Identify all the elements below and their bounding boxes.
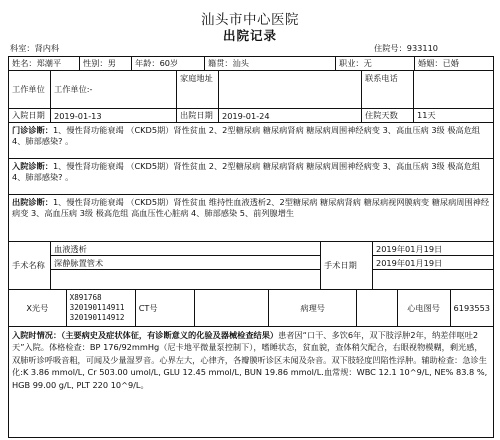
surgery-name-3 (51, 270, 320, 284)
xray-number-1: X891768 (69, 293, 102, 302)
pathology-value (357, 290, 397, 326)
document-title: 出院记录 (222, 28, 277, 43)
admission-diagnosis-text: 1、慢性肾功能衰竭 （CKD5期）肾性贫血 2、2型糖尿病 糖尿病肾病 糖尿病周围神经病变 3、高血压病 3级 极高危组 4、肺部感染? 。 (12, 161, 481, 183)
patient-occupation: 职业：无 (336, 57, 415, 70)
stay-days-value: 11天 (417, 110, 436, 120)
patient-age: 年龄：60岁 (132, 57, 205, 70)
patient-name: 姓名：郑潮平 (9, 57, 80, 70)
stay-days-label: 住院天数 (362, 109, 414, 122)
patient-marriage: 婚姻：已婚 (418, 58, 459, 68)
discharge-date-value: 2019-01-24 (219, 109, 362, 122)
discharge-diagnosis-row (9, 195, 493, 242)
ct-label: CT号 (136, 290, 196, 326)
phone-label: 联系电话 (362, 71, 414, 108)
phone-value (414, 71, 493, 108)
discharge-diagnosis (9, 195, 493, 241)
dates-row (9, 109, 493, 123)
xray-number-3: 320190114912 (69, 313, 125, 322)
outpatient-diagnosis (9, 123, 493, 158)
outpatient-diagnosis-row (9, 123, 493, 159)
home-address-value (219, 71, 362, 108)
admission-diagnosis (9, 159, 493, 194)
work-unit-label: 工作单位 (9, 71, 51, 108)
admit-date-value: 2019-01-13 (51, 109, 177, 122)
pathology-label: 病理号 (269, 290, 357, 326)
surgery-row (9, 242, 493, 290)
discharge-diagnosis-text: 1、慢性肾功能衰竭 （CKD5期）肾性贫血 维持性血液透析2、2型糖尿病 糖尿病肾病 糖尿病视网膜病变 糖尿病周围神经病变 3、高血压病 3级 极高危组 高血压性心脏病 4、肺部感染 5、前列腺增生 (12, 197, 490, 219)
admission-diagnosis-label: 入院诊断： (12, 161, 53, 171)
admission-diagnosis-row (9, 159, 493, 195)
surgery-name-2: 深静脉置管术 (51, 256, 320, 270)
surgery-date-3 (373, 270, 493, 284)
patient-gender: 性别：男 (80, 57, 132, 70)
admission-condition-label: 入院时情况： (12, 330, 62, 340)
admission-condition (9, 327, 493, 437)
surgery-name-1: 血液透析 (51, 242, 320, 256)
ct-value (195, 290, 269, 326)
outpatient-diagnosis-label: 门诊诊断： (12, 125, 53, 135)
admission-condition-intro: （主要病史及症状体征，有诊断意义的化验及器械检查结果） (61, 330, 279, 340)
outpatient-diagnosis-text: 1、慢性肾功能衰竭 （CKD5期）肾性贫血 2、2型糖尿病 糖尿病肾病 糖尿病周围神经病变 3、高血压病 3级 极高危组 4、肺部感染? 。 (12, 125, 481, 147)
ecg-value: 6193553 (453, 303, 491, 313)
surgery-date-1: 2019年01月19日 (373, 242, 493, 256)
ecg-label: 心电图号 (398, 290, 451, 326)
patient-native-place: 籍贯：汕头 (205, 57, 336, 70)
hospital-name: 汕头市中心医院 (201, 12, 299, 28)
discharge-diagnosis-label: 出院诊断： (12, 197, 53, 207)
surgery-name-label: 手术名称 (9, 242, 51, 289)
home-address-label: 家庭地址 (177, 71, 219, 108)
surgery-dates (373, 242, 493, 289)
xray-number-2: 320190114911 (69, 303, 125, 312)
xray-numbers (67, 290, 136, 326)
admission-condition-row (9, 327, 493, 437)
surgery-date-2: 2019年01月19日 (373, 256, 493, 270)
xray-label: X光号 (9, 290, 67, 326)
department: 科室：肾内科 (10, 43, 60, 53)
hospital-number: 住院号：933110 (374, 43, 439, 53)
discharge-date-label: 出院日期 (177, 109, 219, 122)
exam-numbers-row (9, 290, 493, 327)
admit-date-label: 入院日期 (9, 109, 51, 122)
contact-row (9, 71, 493, 109)
admission-condition-text: 患者因“口干、多饮6年，双下肢浮肿2年，纳差伴呕吐2天”入院。体格检查：BP 176/92mmHg（尼卡地平微量泵控制下），嗜睡状态，贫血貌，查体稍欠配合，右眼视物模糊，剩光感，双肺听诊呼吸音粗，可闻及少量湿罗音。心界左大，心律齐，各瓣膜听诊区未闻及杂音。双下肢轻度凹陷性浮肿。辅助检查：急诊生化:K 3.86 mmol/L, Cr 503.00 umol/L, GLU 12.45 mmol/L, BUN 19.86 mmol/L.血常规：WBC 12.1 10^9/L, NE% 83.8 %, HGB 99.00 g/L, PLT 220 10^9/L。 (12, 330, 488, 390)
basic-info-row (9, 57, 493, 71)
work-unit-value: 工作单位:- (51, 71, 177, 108)
surgery-names (51, 242, 321, 289)
discharge-record-form (8, 56, 494, 438)
surgery-date-label: 手术日期 (321, 242, 373, 289)
